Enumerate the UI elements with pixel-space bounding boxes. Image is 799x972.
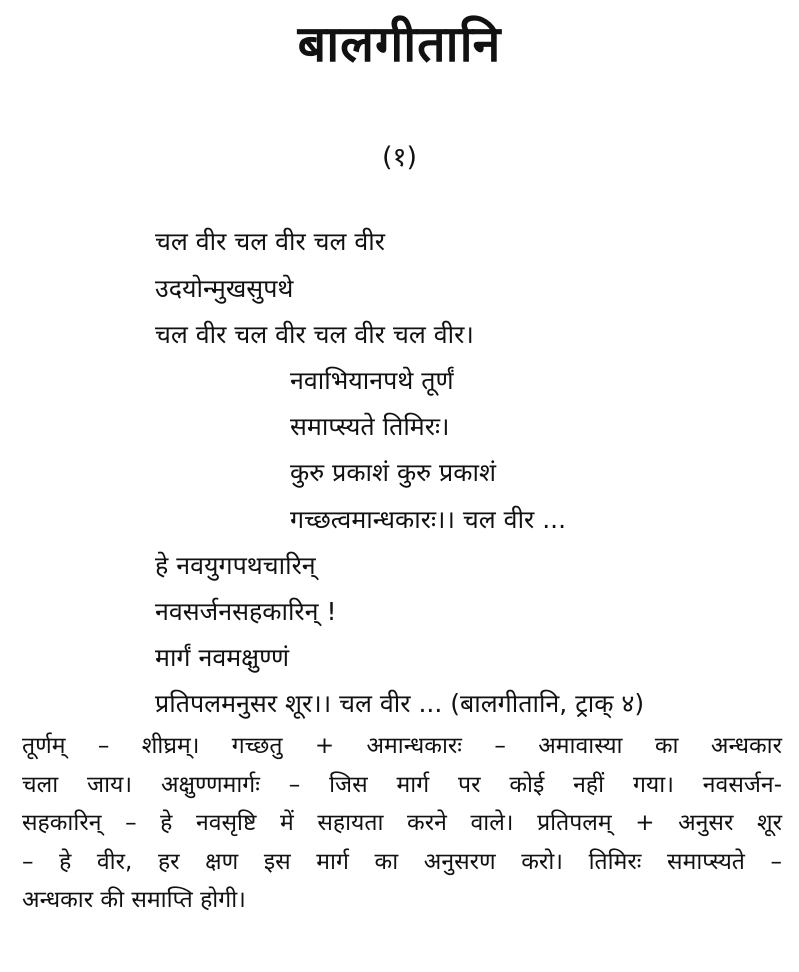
- note-line-3: सहकारिन् – हे नवसृष्टि में सहायता करने वाले। प्रतिपलम् + अनुसर शूर: [22, 810, 782, 836]
- poem-line-8: हे नवयुगपथचारिन्: [155, 551, 316, 580]
- poem-line-10: मार्गं नवमक्षुण्णं: [155, 643, 290, 672]
- section-number: (१): [381, 142, 418, 173]
- poem-line-4: नवाभियानपथे तूर्णं: [290, 366, 454, 395]
- poem-line-7: गच्छत्वमान्धकारः।। चल वीर ...: [290, 505, 567, 534]
- poem-line-6: कुरु प्रकाशं कुरु प्रकाशं: [290, 458, 496, 487]
- page-title: बालगीतानि: [297, 15, 502, 73]
- poem-line-3: चल वीर चल वीर चल वीर चल वीर।: [155, 320, 474, 349]
- poem-line-5: समाप्स्यते तिमिरः।: [290, 412, 450, 441]
- poem-line-9: नवसर्जनसहकारिन् !: [155, 597, 337, 626]
- note-line-1: तूर्णम् – शीघ्रम्। गच्छतु + अमान्धकारः – अमावास्या का अन्धकार: [22, 733, 782, 759]
- poem-line-1: चल वीर चल वीर चल वीर: [155, 227, 386, 256]
- note-line-2: चला जाय। अक्षुण्णमार्गः – जिस मार्ग पर कोई नहीं गया। नवसर्जन-: [22, 771, 782, 798]
- note-line-5: अन्धकार की समाप्ति होगी।: [22, 887, 246, 913]
- poem-line-2: उदयोन्मुखसुपथे: [155, 274, 294, 303]
- glossary-notes: [22, 727, 782, 920]
- poem-line-11: प्रतिपलमनुसर शूर।। चल वीर ... (बालगीतानि, ट्राक् ४): [155, 689, 645, 718]
- note-line-4: – हे वीर, हर क्षण इस मार्ग का अनुसरण करो। तिमिरः समाप्स्यते –: [22, 848, 782, 875]
